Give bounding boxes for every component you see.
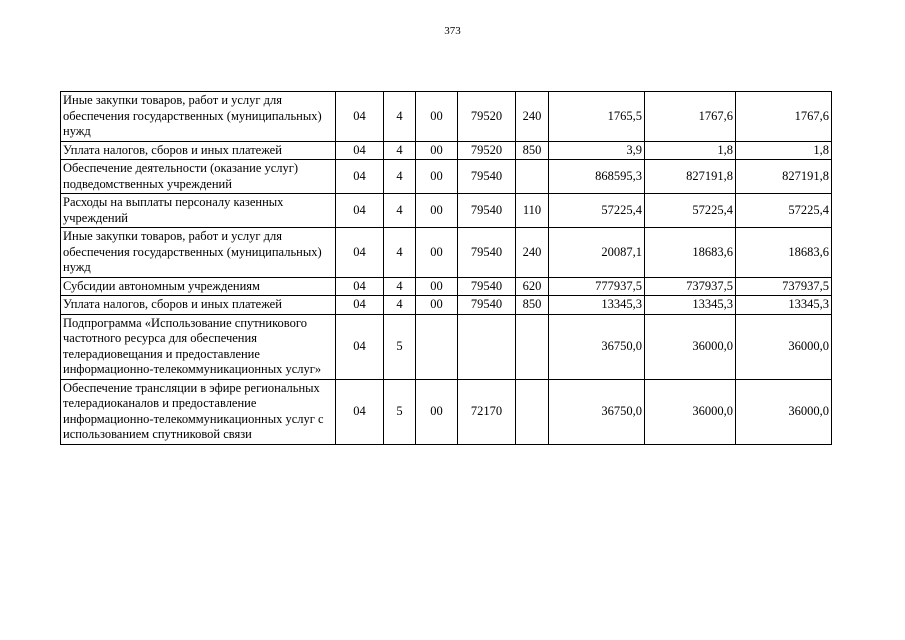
section-code-cell: 04 (336, 160, 384, 194)
section-code-cell: 04 (336, 379, 384, 444)
expense-type-cell: 110 (516, 194, 549, 228)
table-row (61, 296, 832, 315)
table-body (61, 92, 832, 445)
section-code-cell: 04 (336, 194, 384, 228)
target-article-cell: 79540 (458, 228, 516, 278)
table-row (61, 194, 832, 228)
table-row (61, 141, 832, 160)
subsection-code-cell: 4 (384, 277, 416, 296)
program-code-cell: 00 (416, 141, 458, 160)
amount-year1-cell: 777937,5 (549, 277, 645, 296)
subsection-code-cell: 4 (384, 296, 416, 315)
amount-year1-cell: 868595,3 (549, 160, 645, 194)
amount-year3-cell: 13345,3 (736, 296, 832, 315)
expense-type-cell: 240 (516, 92, 549, 142)
target-article-cell: 79540 (458, 160, 516, 194)
amount-year1-cell: 13345,3 (549, 296, 645, 315)
amount-year2-cell: 1,8 (645, 141, 736, 160)
amount-year3-cell: 1767,6 (736, 92, 832, 142)
program-code-cell: 00 (416, 277, 458, 296)
section-code-cell: 04 (336, 141, 384, 160)
expense-type-cell (516, 379, 549, 444)
program-code-cell: 00 (416, 379, 458, 444)
subsection-code-cell: 5 (384, 379, 416, 444)
amount-year3-cell: 827191,8 (736, 160, 832, 194)
section-code-cell: 04 (336, 314, 384, 379)
amount-year3-cell: 57225,4 (736, 194, 832, 228)
target-article-cell: 79540 (458, 296, 516, 315)
budget-table (60, 91, 832, 445)
amount-year2-cell: 57225,4 (645, 194, 736, 228)
amount-year3-cell: 36000,0 (736, 314, 832, 379)
target-article-cell: 79520 (458, 141, 516, 160)
expense-name-cell: Обеспечение трансляции в эфире региональных телерадиоканалов и предоставление информационно-телекоммуникационных услуг с использованием спутниковой связи (61, 379, 336, 444)
expense-type-cell: 850 (516, 141, 549, 160)
expense-name-cell: Расходы на выплаты персоналу казенных учреждений (61, 194, 336, 228)
subsection-code-cell: 4 (384, 228, 416, 278)
subsection-code-cell: 4 (384, 194, 416, 228)
expense-type-cell: 240 (516, 228, 549, 278)
amount-year2-cell: 36000,0 (645, 379, 736, 444)
amount-year2-cell: 13345,3 (645, 296, 736, 315)
subsection-code-cell: 5 (384, 314, 416, 379)
amount-year3-cell: 18683,6 (736, 228, 832, 278)
table-row (61, 314, 832, 379)
target-article-cell (458, 314, 516, 379)
expense-name-cell: Обеспечение деятельности (оказание услуг) подведомственных учреждений (61, 160, 336, 194)
amount-year3-cell: 1,8 (736, 141, 832, 160)
amount-year2-cell: 1767,6 (645, 92, 736, 142)
amount-year1-cell: 3,9 (549, 141, 645, 160)
target-article-cell: 79540 (458, 277, 516, 296)
amount-year3-cell: 737937,5 (736, 277, 832, 296)
amount-year1-cell: 20087,1 (549, 228, 645, 278)
page-number: 373 (444, 25, 461, 37)
amount-year1-cell: 36750,0 (549, 379, 645, 444)
amount-year1-cell: 1765,5 (549, 92, 645, 142)
table-row (61, 92, 832, 142)
program-code-cell (416, 314, 458, 379)
target-article-cell: 79540 (458, 194, 516, 228)
expense-name-cell: Иные закупки товаров, работ и услуг для обеспечения государственных (муниципальных) нужд (61, 92, 336, 142)
subsection-code-cell: 4 (384, 92, 416, 142)
amount-year3-cell: 36000,0 (736, 379, 832, 444)
program-code-cell: 00 (416, 228, 458, 278)
expense-type-cell (516, 160, 549, 194)
table-row (61, 379, 832, 444)
program-code-cell: 00 (416, 160, 458, 194)
amount-year1-cell: 36750,0 (549, 314, 645, 379)
amount-year2-cell: 737937,5 (645, 277, 736, 296)
amount-year2-cell: 36000,0 (645, 314, 736, 379)
subsection-code-cell: 4 (384, 141, 416, 160)
program-code-cell: 00 (416, 92, 458, 142)
target-article-cell: 72170 (458, 379, 516, 444)
expense-name-cell: Субсидии автономным учреждениям (61, 277, 336, 296)
section-code-cell: 04 (336, 296, 384, 315)
table-row (61, 277, 832, 296)
expense-type-cell: 850 (516, 296, 549, 315)
expense-name-cell: Подпрограмма «Использование спутникового частотного ресурса для обеспечения телерадиовещания и предоставление информационно-телекоммуникационных услуг» (61, 314, 336, 379)
section-code-cell: 04 (336, 92, 384, 142)
expense-name-cell: Уплата налогов, сборов и иных платежей (61, 141, 336, 160)
amount-year1-cell: 57225,4 (549, 194, 645, 228)
expense-type-cell (516, 314, 549, 379)
table-row (61, 228, 832, 278)
expense-name-cell: Иные закупки товаров, работ и услуг для обеспечения государственных (муниципальных) нужд (61, 228, 336, 278)
section-code-cell: 04 (336, 277, 384, 296)
program-code-cell: 00 (416, 194, 458, 228)
expense-name-cell: Уплата налогов, сборов и иных платежей (61, 296, 336, 315)
subsection-code-cell: 4 (384, 160, 416, 194)
program-code-cell: 00 (416, 296, 458, 315)
table-row (61, 160, 832, 194)
amount-year2-cell: 18683,6 (645, 228, 736, 278)
section-code-cell: 04 (336, 228, 384, 278)
target-article-cell: 79520 (458, 92, 516, 142)
expense-type-cell: 620 (516, 277, 549, 296)
amount-year2-cell: 827191,8 (645, 160, 736, 194)
